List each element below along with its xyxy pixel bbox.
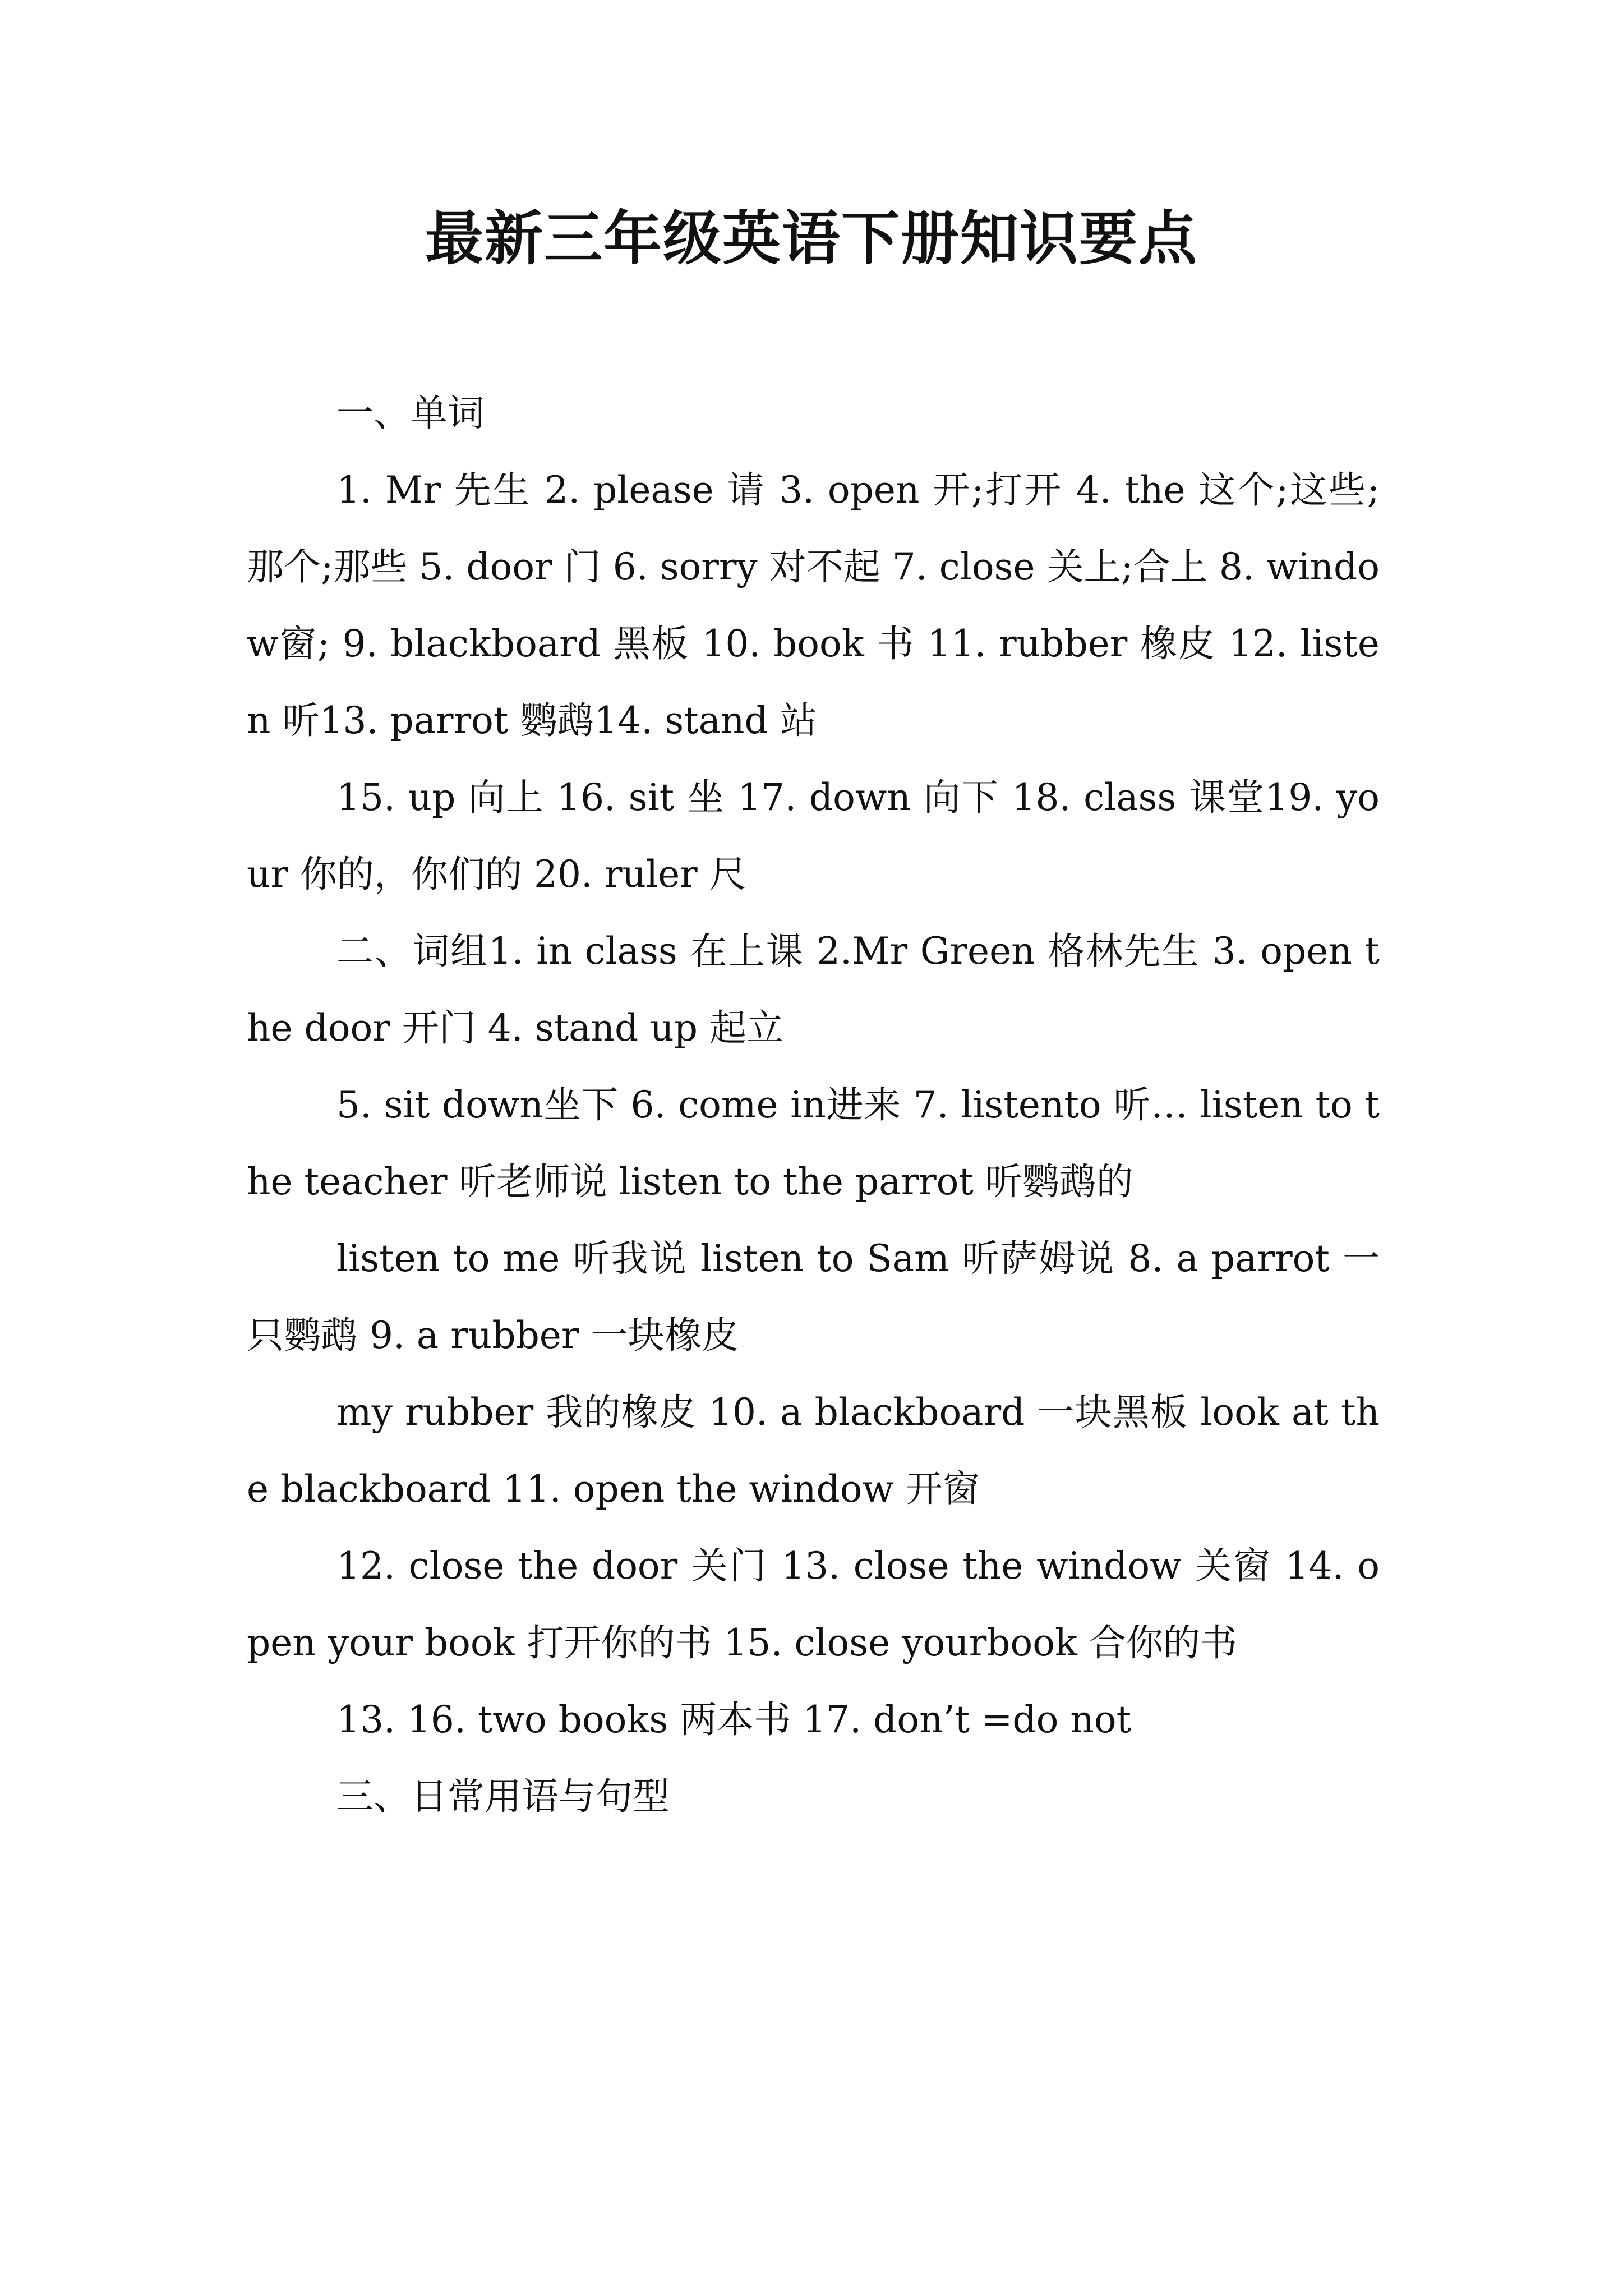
phrase-list-paragraph: 5. sit down坐下 6. come in进来 7. listento 听… listen to the teacher 听老师说 listen to the parrot 听鹦鹉的 xyxy=(247,1083,1380,1203)
document-body xyxy=(247,375,1380,1835)
phrase-list-paragraph: my rubber 我的橡皮 10. a blackboard 一块黑板 look at the blackboard 11. open the window 开窗 xyxy=(247,1391,1380,1511)
phrase-list-paragraph: 二、词组1. in class 在上课 2.Mr Green 格林先生 3. open the door 开门 4. stand up 起立 xyxy=(247,930,1380,1050)
section-heading-words: 一、单词 xyxy=(336,392,485,435)
section-heading-expressions: 三、日常用语与句型 xyxy=(336,1775,670,1818)
phrase-list-paragraph: listen to me 听我说 listen to Sam 听萨姆说 8. a parrot 一只鹦鹉 9. a rubber 一块橡皮 xyxy=(247,1237,1380,1357)
document-title: 最新三年级英语下册知识要点 xyxy=(425,204,1198,273)
word-list-paragraph: 1. Mr 先生 2. please 请 3. open 开;打开 4. the 这个;这些;那个;那些 5. door 门 6. sorry 对不起 7. close 关上;合上 8. window窗; 9. blackboard 黑板 10. book 书 11. rubber 橡皮 12. listen 听13. parrot 鹦鹉14. stand 站 xyxy=(247,468,1380,742)
phrase-list-paragraph: 13. 16. two books 两本书 17. don’t =do not xyxy=(336,1698,1132,1741)
word-list-paragraph: 15. up 向上 16. sit 坐 17. down 向下 18. class 课堂19. your 你的，你们的 20. ruler 尺 xyxy=(247,776,1380,896)
phrase-list-paragraph: 12. close the door 关门 13. close the window 关窗 14. open your book 打开你的书 15. close yourbook 合你的书 xyxy=(247,1544,1380,1664)
